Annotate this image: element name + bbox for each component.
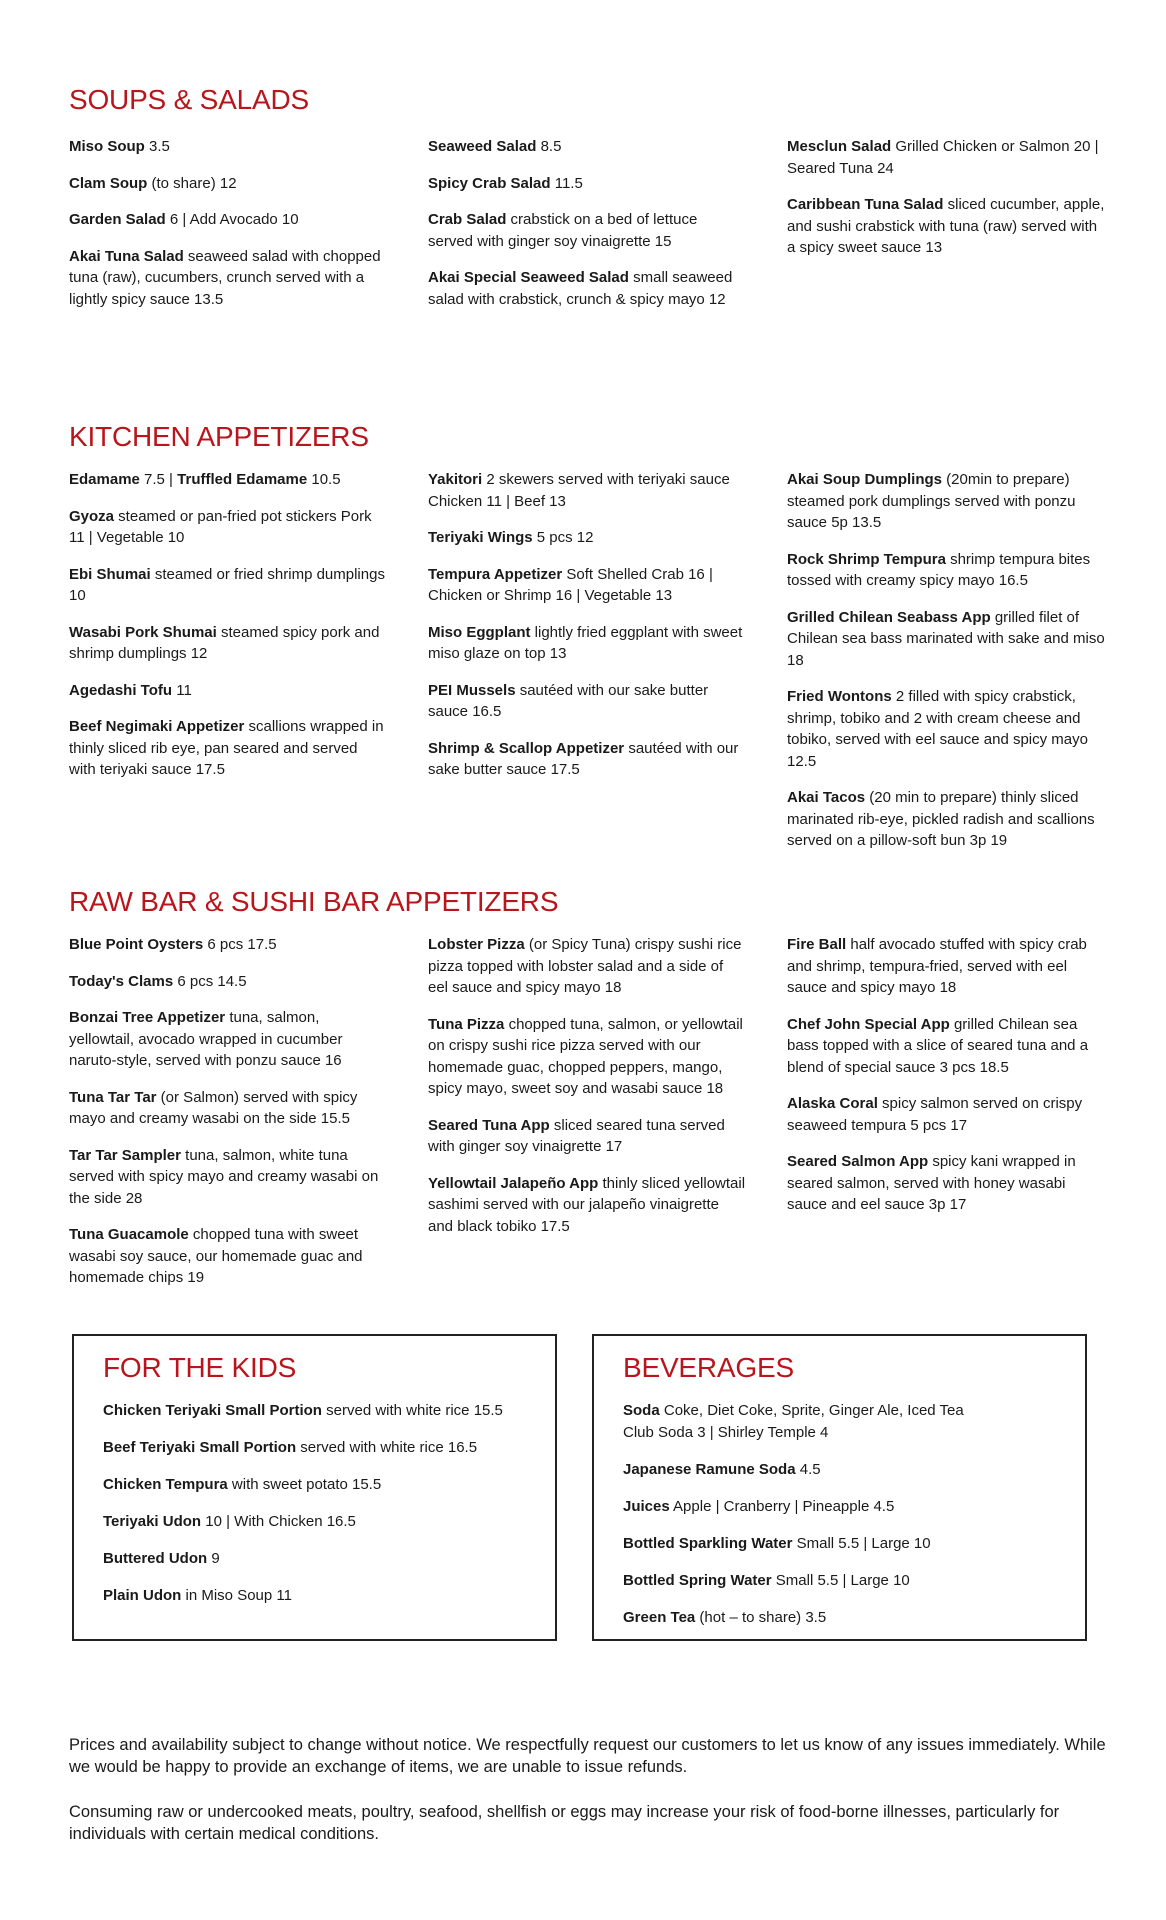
item-description: with sweet potato 15.5	[227, 1476, 382, 1493]
item-description: shrimp tempura bites tossed with creamy spicy mayo 16.5	[787, 550, 1091, 589]
item-description: sliced seared tuna served with ginger soy vinaigrette 17	[428, 1116, 725, 1155]
beverages-box	[592, 1334, 1087, 1641]
item-description: 9	[207, 1550, 220, 1567]
item-description: sautéed with our sake butter sauce 16.5	[428, 681, 709, 720]
menu-column	[69, 934, 387, 1304]
item-name: Seared Salmon App	[787, 1153, 929, 1170]
item-description: thinly sliced yellowtail sashimi served with our jalapeño vinaigrette and black tobiko 17.5	[428, 1174, 746, 1235]
section-kitchen-appetizers	[69, 421, 1109, 849]
item-description: served with white rice 15.5	[321, 1402, 503, 1419]
item-description: spicy salmon served on crispy seaweed tempura 5 pcs 17	[787, 1095, 1083, 1134]
menu-item	[428, 209, 746, 252]
item-description: 6 pcs 17.5	[203, 936, 277, 953]
item-description: 6 | Add Avocado 10	[165, 211, 299, 228]
item-name: Tuna Pizza	[428, 1015, 505, 1033]
menu-item	[69, 136, 387, 158]
menu-item	[623, 1459, 1043, 1481]
menu-item	[623, 1400, 1043, 1443]
menu-column	[69, 136, 387, 325]
menu-item	[103, 1437, 523, 1459]
menu-item	[69, 506, 387, 549]
item-description: tuna, salmon, yellowtail, avocado wrapped in cucumber naruto-style, served with ponzu sauce 16	[69, 1009, 343, 1069]
item-name: Crab Salad	[428, 211, 507, 228]
menu-item	[623, 1533, 1043, 1555]
menu-item	[69, 1087, 387, 1130]
item-description: chopped tuna with sweet wasabi soy sauce, our homemade guac and homemade chips 19	[69, 1226, 363, 1286]
item-name: Grilled Chilean Seabass App	[787, 608, 991, 626]
item-name: Chicken Teriyaki Small Portion	[103, 1402, 322, 1419]
section-title: SOUPS & SALADS	[69, 84, 309, 115]
item-name: Bonzai Tree Appetizer	[69, 1009, 226, 1026]
item-description: in Miso Soup 11	[181, 1587, 292, 1604]
menu-item	[69, 716, 387, 781]
item-name: Akai Tuna Salad	[69, 247, 184, 265]
menu-item	[69, 971, 387, 993]
item-name: Fire Ball	[787, 936, 847, 953]
menu-column	[787, 469, 1109, 867]
item-description: 7.5 |	[139, 471, 178, 488]
menu-item	[103, 1548, 523, 1570]
item-description: 3.5	[144, 138, 170, 155]
item-description: sliced cucumber, apple, and sushi crabstick with tuna (raw) served with a spicy sweet sauce 13	[787, 196, 1105, 256]
item-description: (20min to prepare) steamed pork dumplings served with ponzu sauce 5p 13.5	[787, 471, 1076, 531]
item-description: sautéed with our sake butter sauce 17.5	[428, 739, 739, 778]
item-name: Miso Soup	[69, 138, 145, 155]
menu-item	[103, 1400, 523, 1422]
menu-item	[428, 173, 746, 195]
item-name: Green Tea	[623, 1608, 696, 1626]
menu-item	[787, 549, 1109, 592]
item-description: 2 skewers served with teriyaki sauce Chicken 11 | Beef 13	[428, 471, 730, 510]
menu-item	[428, 1014, 746, 1100]
section-title: KITCHEN APPETIZERS	[69, 421, 369, 452]
item-description: seaweed salad with chopped tuna (raw), cucumbers, crunch served with a lightly spicy sauce 13.5	[69, 247, 381, 308]
menu-item	[428, 622, 746, 665]
menu-item	[787, 686, 1109, 772]
item-description: (to share) 12	[147, 174, 237, 192]
item-description: 6 pcs 14.5	[173, 972, 247, 990]
item-name: Akai Tacos	[787, 789, 866, 806]
menu-item	[69, 564, 387, 607]
item-description: steamed or fried shrimp dumplings 10	[69, 565, 385, 604]
item-description: 5 pcs 12	[532, 529, 594, 546]
item-description: steamed or pan-fried pot stickers Pork 11 | Vegetable 10	[69, 507, 372, 546]
section-title: FOR THE KIDS	[103, 1352, 297, 1383]
menu-item	[623, 1607, 1043, 1629]
menu-item	[787, 1093, 1109, 1136]
item-description: Grilled Chicken or Salmon 20 | Seared Tuna 24	[787, 138, 1099, 177]
item-description: Small 5.5 | Large 10	[771, 1571, 910, 1589]
menu-column	[428, 136, 746, 325]
item-description: Apple | Cranberry | Pineapple 4.5	[669, 1497, 895, 1515]
item-name: Truffled Edamame	[177, 471, 308, 488]
item-name: Shrimp & Scallop Appetizer	[428, 739, 625, 757]
menu-item	[69, 622, 387, 665]
item-name: Akai Soup Dumplings	[787, 471, 943, 488]
menu-item	[787, 136, 1109, 179]
item-description: (or Spicy Tuna) crispy sushi rice pizza topped with lobster salad and a side of eel sauce and spicy mayo 18	[428, 936, 742, 996]
menu-column	[787, 934, 1109, 1231]
item-description: grilled Chilean sea bass topped with a slice of seared tuna and a blend of special sauce 3 pcs 18.5	[787, 1015, 1089, 1076]
item-name: Fried Wontons	[787, 688, 892, 705]
item-name: Plain Udon	[103, 1587, 182, 1604]
footer-notice: Prices and availability subject to change without notice. We respectfully request our customers to let us know of any issues immediately. While we would be happy to provide an exchange of items, we are unable to issue refunds.	[69, 1736, 1106, 1776]
item-name: Akai Special Seaweed Salad	[428, 269, 629, 286]
menu-item	[69, 209, 387, 231]
item-name: Miso Eggplant	[428, 623, 531, 641]
menu-item	[787, 787, 1109, 852]
item-name: Caribbean Tuna Salad	[787, 196, 944, 213]
item-description: (or Salmon) served with spicy mayo and creamy wasabi on the side 15.5	[69, 1088, 358, 1127]
menu-column	[69, 469, 387, 796]
item-name: Spicy Crab Salad	[428, 174, 551, 192]
item-name: Today's Clams	[69, 972, 174, 990]
item-name: Alaska Coral	[787, 1095, 878, 1112]
item-description: 10.5	[307, 471, 341, 488]
item-name: Agedashi Tofu	[69, 681, 173, 699]
section-title: RAW BAR & SUSHI BAR APPETIZERS	[69, 886, 559, 917]
item-name: Yakitori	[428, 471, 483, 488]
item-name: Teriyaki Wings	[428, 529, 533, 546]
item-name: Mesclun Salad	[787, 138, 892, 155]
item-description: 8.5	[536, 138, 562, 155]
menu-item	[623, 1496, 1043, 1518]
menu-item	[787, 469, 1109, 534]
menu-item	[69, 1145, 387, 1210]
item-description: small seaweed salad with crabstick, crunch & spicy mayo 12	[428, 269, 733, 308]
menu-item	[103, 1585, 523, 1607]
menu-item	[428, 934, 746, 999]
item-description: served with white rice 16.5	[296, 1439, 478, 1456]
item-name: Ebi Shumai	[69, 565, 151, 583]
item-name: Bottled Sparkling Water	[623, 1534, 793, 1552]
item-name: Yellowtail Jalapeño App	[428, 1174, 599, 1192]
item-name: Soda	[623, 1402, 660, 1419]
item-name: Edamame	[69, 471, 140, 488]
item-description: steamed spicy pork and shrimp dumplings 12	[69, 623, 380, 662]
item-name: Tuna Guacamole	[69, 1226, 189, 1243]
item-description: Soft Shelled Crab 16 | Chicken or Shrimp 16 | Vegetable 13	[428, 565, 713, 604]
item-name: Tempura Appetizer	[428, 565, 563, 583]
footer-warning: Consuming raw or undercooked meats, poultry, seafood, shellfish or eggs may increase your risk of food-borne illnesses, particularly for individuals with certain medical conditions.	[69, 1803, 1060, 1843]
kids-box	[72, 1334, 557, 1641]
menu-item	[69, 1007, 387, 1072]
item-description: 11	[172, 681, 192, 699]
item-name: Buttered Udon	[103, 1550, 208, 1567]
item-description: half avocado stuffed with spicy crab and shrimp, tempura-fried, served with eel sauce and spicy mayo 18	[787, 936, 1087, 996]
menu-item	[69, 680, 387, 702]
item-name: Juices	[623, 1497, 670, 1515]
section-soups-salads	[69, 84, 1109, 308]
item-description: scallions wrapped in thinly sliced rib eye, pan seared and served with teriyaki sauce 17.5	[69, 718, 384, 778]
menu-item	[787, 194, 1109, 259]
menu-item	[428, 564, 746, 607]
item-description: 2 filled with spicy crabstick, shrimp, tobiko and 2 with cream cheese and tobiko, served with eel sauce and spicy mayo 12.5	[787, 688, 1088, 770]
item-description: crabstick on a bed of lettuce served with ginger soy vinaigrette 15	[428, 211, 698, 250]
menu-item	[69, 246, 387, 311]
item-name: Wasabi Pork Shumai	[69, 623, 217, 641]
menu-item	[428, 527, 746, 549]
item-description: (20 min to prepare) thinly sliced marinated rib-eye, pickled radish and scallions served on a pillow-soft bun 3p 19	[787, 789, 1095, 849]
item-description: 4.5	[795, 1460, 821, 1478]
menu-item	[623, 1570, 1043, 1592]
menu-item	[428, 136, 746, 158]
menu-item	[428, 680, 746, 723]
item-name: Rock Shrimp Tempura	[787, 550, 946, 568]
item-description: Coke, Diet Coke, Sprite, Ginger Ale, Iced Tea	[659, 1402, 964, 1419]
section-raw-bar	[69, 886, 1109, 1286]
item-name: Garden Salad	[69, 211, 166, 228]
menu-item	[787, 934, 1109, 999]
item-name: Chicken Tempura	[103, 1476, 228, 1493]
kids-list	[103, 1400, 523, 1622]
item-description: 11.5	[550, 174, 583, 192]
menu-item	[787, 1151, 1109, 1216]
item-name: Lobster Pizza	[428, 936, 525, 953]
item-description: lightly fried eggplant with sweet miso glaze on top 13	[428, 623, 743, 662]
item-name: Seared Tuna App	[428, 1116, 550, 1134]
item-description: spicy kani wrapped in seared salmon, served with honey wasabi sauce and eel sauce 3p 17	[787, 1153, 1076, 1213]
item-name: Blue Point Oysters	[69, 936, 204, 953]
item-name: PEI Mussels	[428, 681, 516, 699]
menu-item	[787, 1014, 1109, 1079]
item-description: 10 | With Chicken 16.5	[201, 1513, 356, 1530]
item-description: grilled filet of Chilean sea bass marinated with sake and miso 18	[787, 608, 1105, 669]
menu-item	[69, 1224, 387, 1289]
item-name: Beef Teriyaki Small Portion	[103, 1439, 297, 1456]
menu-item	[69, 469, 387, 491]
menu-column	[428, 934, 746, 1252]
item-description: Small 5.5 | Large 10	[792, 1534, 931, 1552]
item-name: Tar Tar Sampler	[69, 1146, 181, 1164]
menu-item	[428, 738, 746, 781]
menu-column	[787, 136, 1109, 274]
item-description: (hot – to share) 3.5	[695, 1608, 827, 1626]
menu-column	[428, 469, 746, 796]
menu-item	[69, 934, 387, 956]
menu-item	[787, 607, 1109, 672]
menu-item	[69, 173, 387, 195]
item-description: chopped tuna, salmon, or yellowtail on crispy sushi rice pizza served with our homemade guac, chopped peppers, mango, spicy mayo, sweet soy and wasabi sauce 18	[428, 1015, 743, 1097]
section-title: BEVERAGES	[623, 1352, 794, 1383]
item-description: tuna, salmon, white tuna served with spicy mayo and creamy wasabi on the side 28	[69, 1146, 379, 1207]
item-name: Japanese Ramune Soda	[623, 1460, 796, 1478]
item-name: Seaweed Salad	[428, 138, 537, 155]
menu-item	[428, 1115, 746, 1158]
item-name: Gyoza	[69, 507, 115, 525]
beverages-list	[623, 1400, 1043, 1644]
item-name: Chef John Special App	[787, 1015, 950, 1033]
menu-item	[428, 469, 746, 512]
item-description: Club Soda 3 | Shirley Temple 4	[623, 1423, 829, 1441]
item-name: Tuna Tar Tar	[69, 1088, 157, 1106]
item-name: Bottled Spring Water	[623, 1571, 772, 1589]
item-name: Teriyaki Udon	[103, 1513, 202, 1530]
item-name: Beef Negimaki Appetizer	[69, 718, 245, 735]
item-name: Clam Soup	[69, 174, 148, 192]
menu-item	[428, 1173, 746, 1238]
menu-item	[428, 267, 746, 310]
menu-item	[103, 1474, 523, 1496]
menu-item	[103, 1511, 523, 1533]
